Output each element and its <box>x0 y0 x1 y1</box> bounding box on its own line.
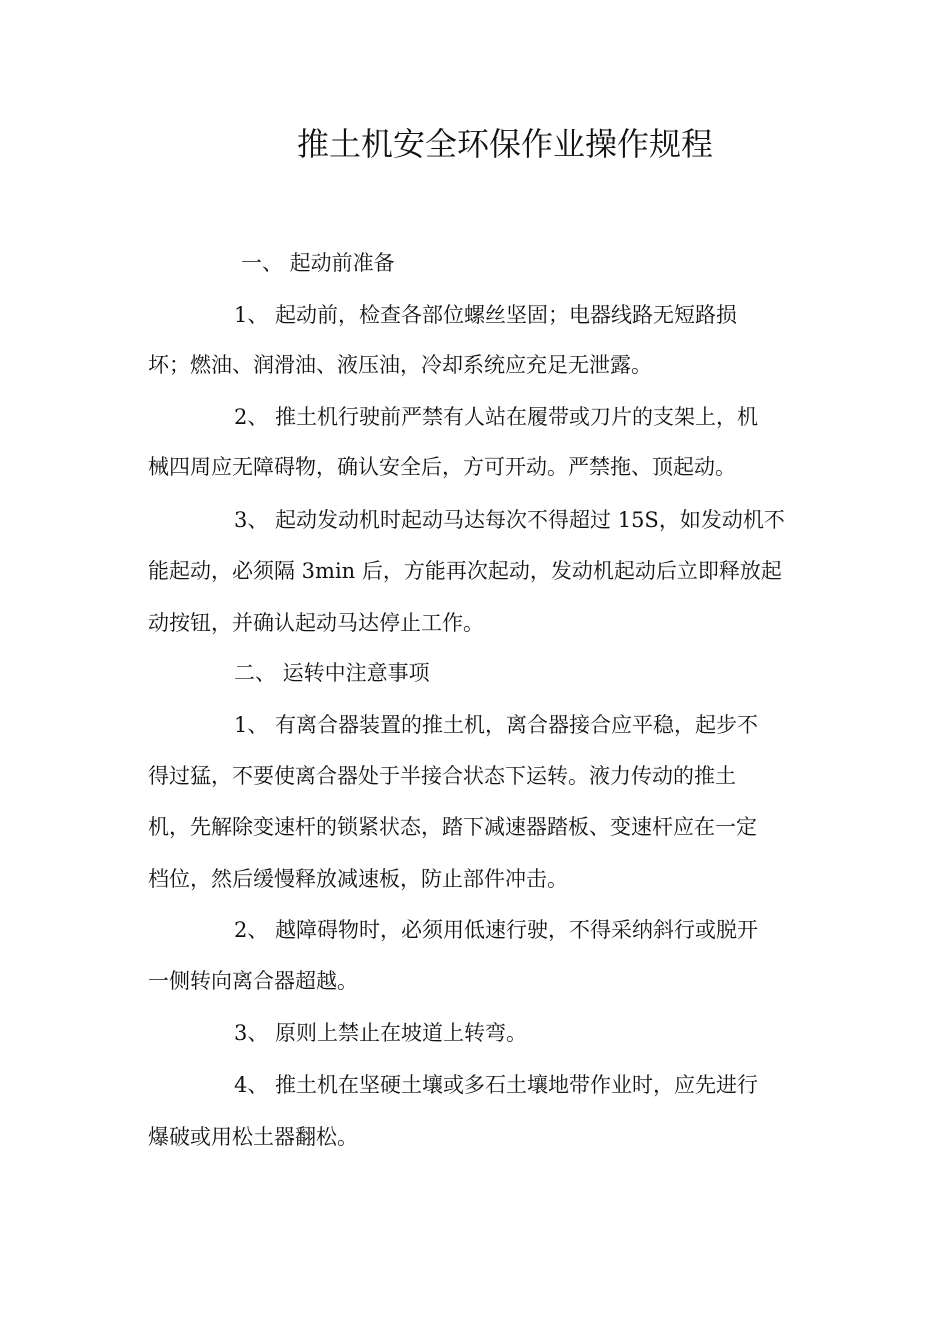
paragraph-line: 3、 起动发动机时起动马达每次不得超过 15S，如发动机不 <box>234 508 785 532</box>
paragraph-line: 2、 推土机行驶前严禁有人站在履带或刀片的支架上，机 <box>234 405 759 429</box>
paragraph-line: 3、 原则上禁止在坡道上转弯。 <box>234 1021 528 1045</box>
paragraph-line: 得过猛，不要使离合器处于半接合状态下运转。液力传动的推土 <box>148 764 736 788</box>
paragraph-line: 4、 推土机在坚硬土壤或多石土壤地带作业时，应先进行 <box>234 1073 759 1097</box>
paragraph-line: 机，先解除变速杆的锁紧状态，踏下减速器踏板、变速杆应在一定 <box>148 815 757 839</box>
paragraph-line: 1、 起动前，检查各部位螺丝坚固；电器线路无短路损 <box>234 303 738 327</box>
section-heading-operation: 二、 运转中注意事项 <box>234 661 430 685</box>
section-heading-startup: 一、 起动前准备 <box>241 251 395 275</box>
paragraph-line: 爆破或用松土器翻松。 <box>148 1125 358 1149</box>
paragraph-line: 一侧转向离合器超越。 <box>148 969 358 993</box>
paragraph-line: 能起动，必须隔 3min 后，方能再次起动，发动机起动后立即释放起 <box>148 559 782 583</box>
paragraph-line: 械四周应无障碍物，确认安全后，方可开动。严禁拖、顶起动。 <box>148 455 736 479</box>
paragraph-line: 动按钮，并确认起动马达停止工作。 <box>148 611 484 635</box>
paragraph-line: 坏；燃油、润滑油、液压油，冷却系统应充足无泄露。 <box>148 353 652 377</box>
paragraph-line: 1、 有离合器装置的推土机，离合器接合应平稳，起步不 <box>234 713 759 737</box>
paragraph-line: 档位，然后缓慢释放减速板，防止部件冲击。 <box>148 867 568 891</box>
document-title: 推土机安全环保作业操作规程 <box>296 125 713 163</box>
paragraph-line: 2、 越障碍物时，必须用低速行驶，不得采纳斜行或脱开 <box>234 918 759 942</box>
